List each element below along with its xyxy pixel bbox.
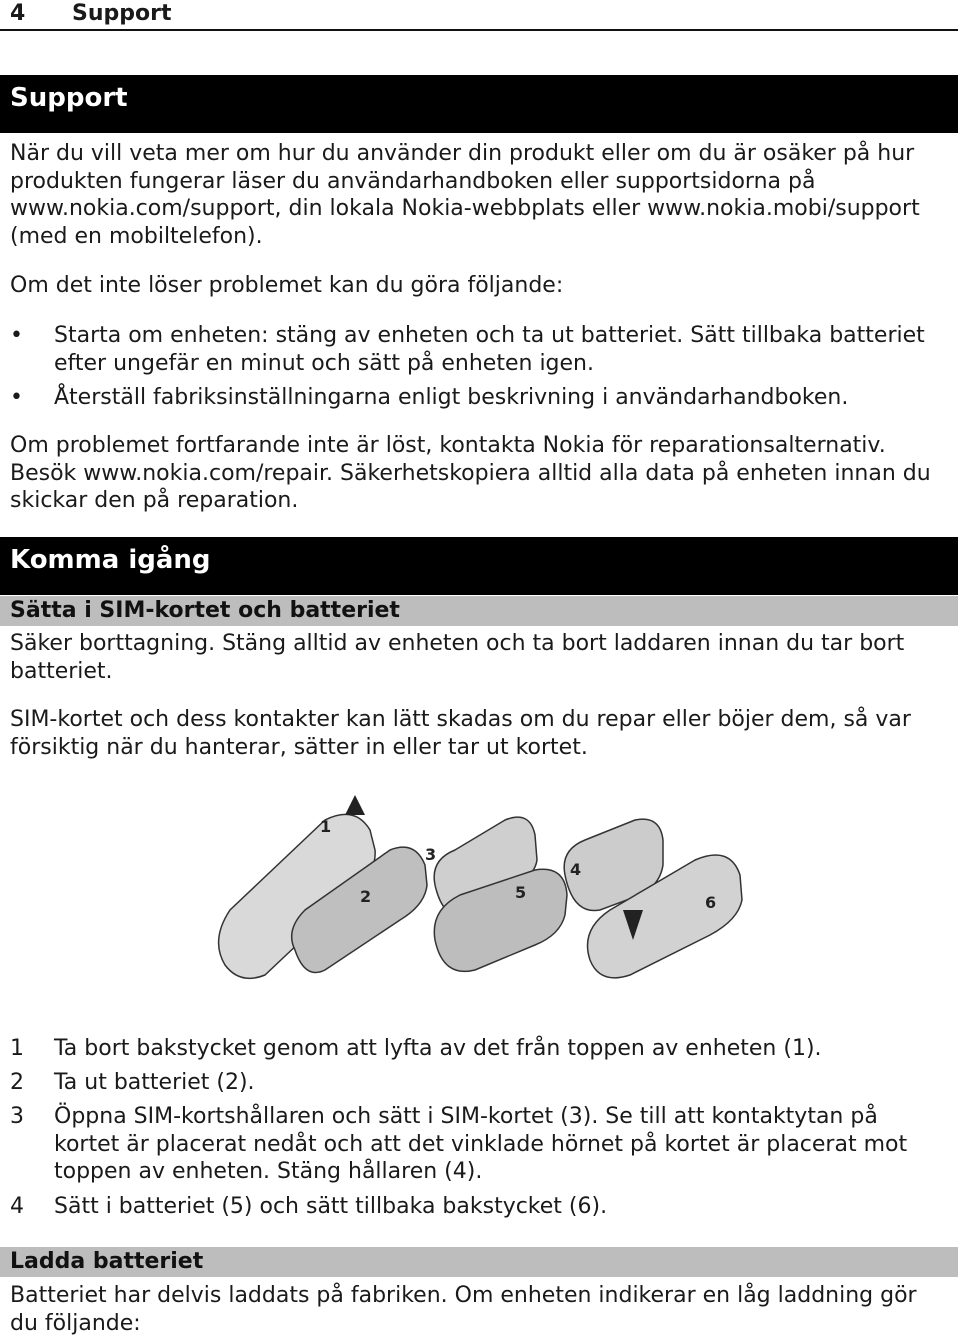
header-rule bbox=[0, 29, 958, 31]
sim-battery-illustration bbox=[205, 790, 745, 990]
support-intro: När du vill veta mer om hur du använder din produkt eller om du är osäker på hur produkten fungerar läser du användarhandboken eller supportsidorna på www.nokia.com/support, din lokala Nokia-webbplats eller www.nokia.mobi/support (med en mobiltelefon). bbox=[10, 141, 920, 249]
sim-note: SIM-kortet och dess kontakter kan lätt skadas om du repar eller böjer dem, så var försiktig när du hanterar, sätter in eller tar ut kortet. bbox=[10, 707, 911, 760]
lift-arrow-icon bbox=[345, 795, 365, 815]
illustration-label-4: 4 bbox=[570, 860, 582, 879]
charge-heading: Ladda batteriet bbox=[10, 1249, 204, 1274]
illustration-label-5: 5 bbox=[515, 883, 527, 902]
bullet-glyph: • bbox=[10, 323, 23, 348]
running-header-title: Support bbox=[72, 1, 172, 26]
support-outro: Om problemet fortfarande inte är löst, kontakta Nokia för reparationsalternativ. Besök www.nokia.com/repair. Säkerhetskopiera alltid alla data på enheten innan du skickar den på reparation. bbox=[10, 433, 931, 513]
step-text: Sätt i batteriet (5) och sätt tillbaka bakstycket (6). bbox=[54, 1194, 608, 1219]
step-number: 2 bbox=[10, 1070, 24, 1095]
getting-started-heading-bar bbox=[0, 537, 958, 595]
bullet-text: Starta om enheten: stäng av enheten och ta ut batteriet. Sätt tillbaka batteriet efter ungefär en minut och sätt på enheten igen. bbox=[54, 323, 925, 376]
support-heading-bar bbox=[0, 75, 958, 133]
step-text: Ta bort bakstycket genom att lyfta av det från toppen av enheten (1). bbox=[54, 1036, 822, 1061]
illustration-label-1: 1 bbox=[320, 817, 332, 836]
step-3 bbox=[10, 1103, 950, 1187]
step-number: 4 bbox=[10, 1194, 24, 1219]
illustration-label-3: 3 bbox=[425, 845, 437, 864]
step-2 bbox=[10, 1069, 950, 1097]
sim-heading: Sätta i SIM-kortet och batteriet bbox=[10, 598, 400, 623]
support-if-text: Om det inte löser problemet kan du göra följande: bbox=[10, 273, 564, 298]
bullet-text: Återställ fabriksinställningarna enligt beskrivning i användarhandboken. bbox=[54, 385, 849, 410]
illustration-label-6: 6 bbox=[705, 893, 717, 912]
charge-text: Batteriet har delvis laddats på fabriken. Om enheten indikerar en låg laddning gör du följande: bbox=[10, 1283, 917, 1336]
step-number: 3 bbox=[10, 1104, 24, 1129]
sim-heading-bar bbox=[0, 596, 958, 626]
illustration-label-2: 2 bbox=[360, 887, 372, 906]
sim-warning: Säker borttagning. Stäng alltid av enheten och ta bort laddaren innan du tar bort batteriet. bbox=[10, 631, 905, 684]
support-heading: Support bbox=[10, 83, 128, 113]
step-number: 1 bbox=[10, 1036, 24, 1061]
support-bullet-2 bbox=[10, 384, 950, 412]
step-1 bbox=[10, 1035, 950, 1063]
charge-heading-bar bbox=[0, 1247, 958, 1277]
support-bullet-1 bbox=[10, 322, 950, 378]
step-text: Öppna SIM-kortshållaren och sätt i SIM-kortet (3). Se till att kontaktytan på kortet är placerat nedåt och att det vinklade hörnet på kortet är placerat mot toppen av enheten. Stäng hållaren (4). bbox=[54, 1104, 908, 1184]
getting-started-heading: Komma igång bbox=[10, 545, 211, 575]
bullet-glyph: • bbox=[10, 385, 23, 410]
step-4 bbox=[10, 1193, 950, 1221]
page-number: 4 bbox=[10, 1, 26, 26]
step-text: Ta ut batteriet (2). bbox=[54, 1070, 255, 1095]
